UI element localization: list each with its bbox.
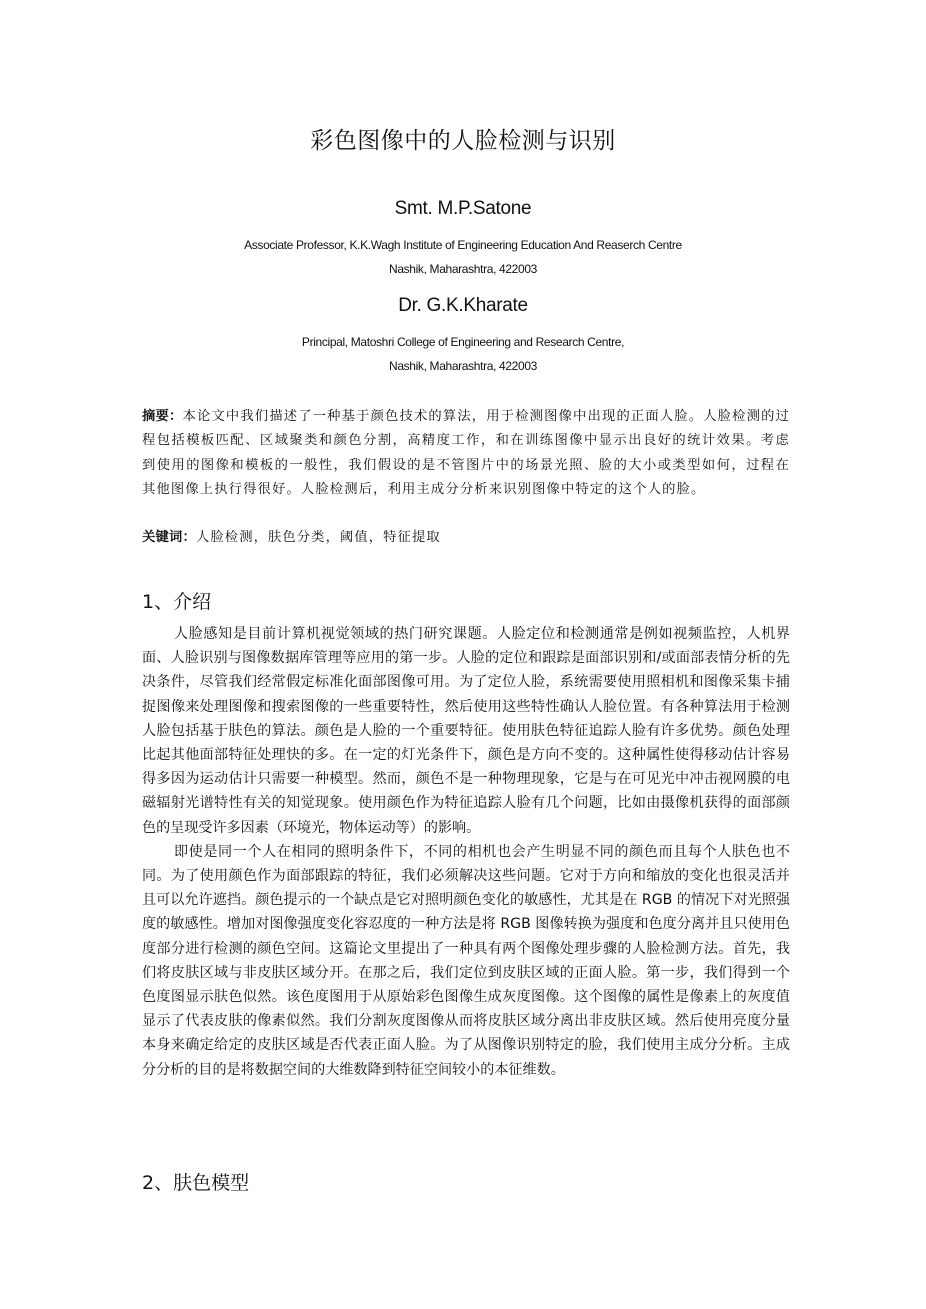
abstract [142, 405, 790, 503]
author-location-2: Nashik, Maharashtra, 422003 [389, 359, 537, 373]
section-1-paragraph-1: 人脸感知是目前计算机视觉领域的热门研究课题。人脸定位和检测通常是例如视频监控，人机界面、人脸识别与图像数据库管理等应用的第一步。人脸的定位和跟踪是面部识别和/或面部表情分析的先决条件，尽管我们经常假定标准化面部图像可用。为了定位人脸，系统需要使用照相机和图像采集卡捕捉图像来处理图像和搜索图像的一些重要特性，然后使用这些特性确认人脸位置。有各种算法用于检测人脸包括基于肤色的算法。颜色是人脸的一个重要特征。使用肤色特征追踪人脸有许多优势。颜色处理比起其他面部特征处理快的多。在一定的灯光条件下，颜色是方向不变的。这种属性使得移动估计容易得多因为运动估计只需要一种模型。然而，颜色不是一种物理现象，它是与在可见光中冲击视网膜的电磁辐射光谱特性有关的知觉现象。使用颜色作为特征追踪人脸有几个问题，比如由摄像机获得的面部颜色的呈现受许多因素（环境光，物体运动等）的影响。 [142, 626, 790, 836]
keywords [142, 526, 790, 550]
section-1-paragraph-2: 即使是同一个人在相同的照明条件下，不同的相机也会产生明显不同的颜色而且每个人肤色也不同。为了使用颜色作为面部跟踪的特征，我们必须解决这些问题。它对于方向和缩放的变化也很灵活并且可以允许遮挡。颜色提示的一个缺点是它对照明颜色变化的敏感性，尤其是在 RGB 的情况下对光照强度的敏感性。增加对图像强度变化容忍度的一种方法是将 RGB 图像转换为强度和色度分离并且只使用色度部分进行检测的颜色空间。这篇论文里提出了一种具有两个图像处理步骤的人脸检测方法。首先，我们将皮肤区域与非皮肤区域分开。在那之后，我们定位到皮肤区域的正面人脸。第一步，我们得到一个色度图显示肤色似然。该色度图用于从原始彩色图像生成灰度图像。这个图像的属性是像素上的灰度值显示了代表皮肤的像素似然。我们分割灰度图像从而将皮肤区域分离出非皮肤区域。然后使用亮度分量本身来确定给定的皮肤区域是否代表正面人脸。为了从图像识别特定的脸，我们使用主成分分析。主成分分析的目的是将数据空间的大维数降到特征空间较小的本征维数。 [142, 843, 790, 1078]
section-1-heading: 1、介绍 [142, 591, 212, 613]
keywords-label: 关键词： [142, 530, 196, 545]
author-affiliation-2: Principal, Matoshri College of Engineering and Research Centre, [301, 335, 625, 349]
author-name-1: Smt. M.P.Satone [394, 198, 532, 219]
paper-title: 彩色图像中的人脸检测与识别 [310, 128, 616, 154]
author-name-2: Dr. G.K.Kharate [398, 295, 528, 316]
author-location-1: Nashik, Maharashtra, 422003 [389, 262, 537, 276]
section-1-body [142, 622, 790, 1082]
abstract-label: 摘要： [142, 409, 183, 424]
section-2-heading: 2、肤色模型 [142, 1172, 250, 1194]
abstract-text: 本论文中我们描述了一种基于颜色技术的算法，用于检测图像中出现的正面人脸。人脸检测的过程包括模板匹配、区域聚类和颜色分割，高精度工作，和在训练图像中显示出良好的统计效果。考虑到使用的图像和模板的一般性，我们假设的是不管图片中的场景光照、脸的大小或类型如何，过程在其他图像上执行得很好。人脸检测后，利用主成分分析来识别图像中特定的这个人的脸。 [142, 409, 790, 498]
keywords-text: 人脸检测，肤色分类，阈值，特征提取 [196, 530, 441, 545]
author-affiliation-1: Associate Professor, K.K.Wagh Institute of Engineering Education And Reaserch Centre [244, 238, 682, 252]
